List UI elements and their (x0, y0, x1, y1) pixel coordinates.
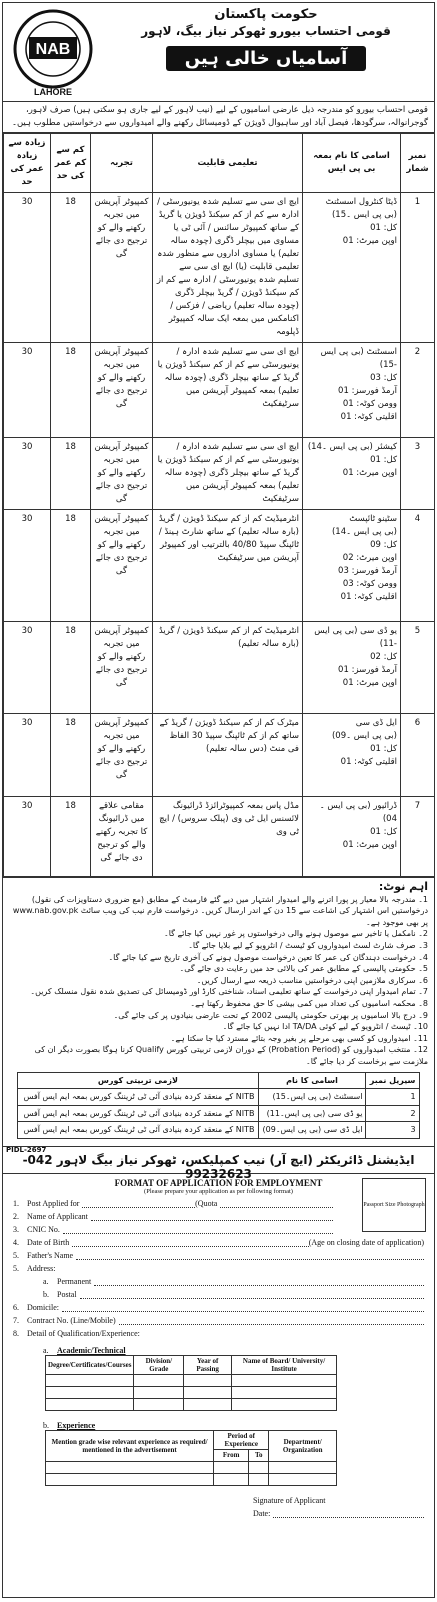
ad-header (3, 3, 434, 102)
job-post-line: کل: 09 (370, 540, 397, 550)
field-label: Detail of Qualification/Experience: (27, 1328, 140, 1338)
job-post-line: کل: 01 (370, 455, 397, 465)
form-field (13, 1299, 424, 1312)
job-post-line: کل: 03 (370, 373, 397, 383)
field-number: 1. (13, 1198, 19, 1208)
job-sr: 6 (401, 714, 435, 797)
jobs-header-row (4, 134, 435, 193)
job-post-line: اقلیتی کوٹہ: 01 (340, 412, 397, 422)
field-number: 3. (13, 1224, 19, 1234)
academic-th: Year of Passing (184, 1355, 232, 1374)
job-min-age: 18 (51, 797, 91, 877)
form-field (13, 1195, 333, 1208)
th-min-age: کم سے کم عمر کی حد (51, 134, 91, 193)
job-max-age: 30 (4, 343, 51, 438)
field-label: Name of Applicant (27, 1211, 88, 1221)
academic-row[interactable] (46, 1398, 337, 1410)
note-item: 4۔ درخواست دہندگان کی عمر کا تعین درخواست موصول ہونے کی آخری تاریخ سے کیا جائے گا۔ (108, 952, 428, 962)
field-line[interactable] (273, 1509, 424, 1518)
training-row (18, 1122, 419, 1139)
experience-th: Period of Experience (214, 1430, 269, 1449)
nab-logo (7, 7, 99, 97)
job-post (303, 193, 401, 343)
important-notes (3, 877, 434, 1146)
job-qualification: میٹرک کم از کم سیکنڈ ڈویژن / گریڈ کے ساتھ کم از کم ٹائپنگ سپیڈ 30 الفاظ فی منٹ (دس سالہ تعلیم) (153, 714, 303, 797)
job-post-line: ایل ڈی سی (355, 718, 397, 728)
field-label: Postal (57, 1289, 77, 1299)
job-post-line: آرمڈ فورسز: 01 (338, 665, 397, 675)
training-cell: NITB کے منعقد کردہ بنیادی آئی ٹی ٹریننگ کورس بمعہ ایم ایس آفس (18, 1105, 258, 1122)
form-field (13, 1260, 424, 1273)
form-title: FORMAT OF APPLICATION FOR EMPLOYMENT (114, 1177, 323, 1188)
job-post-line: سٹینو ٹائپسٹ (349, 514, 397, 524)
training-table (17, 1072, 419, 1139)
th-sr: نمبر شمار (401, 134, 435, 193)
job-advertisement (2, 2, 435, 1598)
experience-subth: From (214, 1449, 249, 1461)
job-min-age: 18 (51, 622, 91, 714)
job-row (4, 438, 435, 510)
job-sr: 2 (401, 343, 435, 438)
experience-title: Experience (57, 1420, 96, 1430)
note-item: 9۔ درج بالا اسامیوں پر بھرتی حکومتی پالیسی 2002 کے تحت عارضی بنیادوں پر کی جائے گی۔ (113, 1010, 428, 1020)
training-header-row (18, 1072, 419, 1089)
job-experience: کمپیوٹر آپریشن میں تجربہ رکھنے والے کو ترجیح دی جائے گی (91, 193, 153, 343)
job-post-line: وومن کوٹہ: 03 (342, 579, 397, 589)
training-cell: 3 (366, 1122, 419, 1139)
field-line[interactable] (119, 1316, 424, 1325)
academic-th: Degree/Certificates/Courses (46, 1355, 134, 1374)
academic-th: Division/ Grade (134, 1355, 184, 1374)
note-item: 10۔ ٹیسٹ / انٹرویو کے لیے کوئی TA/DA ادا نہیں کیا جائے گا۔ (222, 1022, 428, 1032)
field-number: 2. (13, 1211, 19, 1221)
job-min-age: 18 (51, 343, 91, 438)
job-post (303, 622, 401, 714)
header-titles (106, 7, 426, 71)
job-sr: 1 (401, 193, 435, 343)
field-number: 5. (13, 1250, 19, 1260)
job-post-line: آرمڈ فورسز: 01 (338, 386, 397, 396)
job-post-line: کل: 02 (370, 652, 397, 662)
job-min-age: 18 (51, 714, 91, 797)
field-number: b. (43, 1289, 49, 1299)
job-max-age: 30 (4, 193, 51, 343)
field-number: 4. (13, 1237, 19, 1247)
experience-table (45, 1430, 337, 1486)
job-post (303, 343, 401, 438)
field-label: Contract No. (Line/Mobile) (27, 1315, 116, 1325)
field-line[interactable] (80, 1290, 424, 1299)
job-post-line: اوپن میرٹ: 01 (342, 840, 397, 850)
job-sr: 7 (401, 797, 435, 877)
academic-section (13, 1342, 424, 1355)
job-min-age: 18 (51, 510, 91, 622)
job-post-line: کیشئر (بی پی ایس ۔14) (307, 442, 397, 452)
experience-th: Department/ Organization (269, 1430, 337, 1461)
field-label: Date of Birth (27, 1237, 70, 1247)
job-post-line: ڈیٹا کنٹرول اسسٹنٹ (325, 197, 397, 207)
job-post (303, 714, 401, 797)
field-line[interactable] (91, 1212, 333, 1221)
job-post-line: اقلیتی کوٹہ: 01 (340, 592, 397, 602)
signature-label: Signature of Applicant (253, 1495, 326, 1505)
job-row (4, 714, 435, 797)
field-extra: (Quota (195, 1198, 218, 1208)
field-line[interactable] (94, 1277, 424, 1286)
address-text: ایڈیشنل ڈائریکٹر (ایچ آر) نیب کمپلیکس، ٹھوکر نیاز بیگ لاہور 042-99232623 (22, 1152, 415, 1181)
academic-row[interactable] (46, 1374, 337, 1386)
field-label: Father's Name (27, 1250, 74, 1260)
job-min-age: 18 (51, 193, 91, 343)
field-line[interactable] (76, 1251, 424, 1260)
pidl-code: PIDL-2697 (6, 1145, 47, 1154)
job-qualification: ایچ ای سی سے تسلیم شدہ ادارہ / یونیورسٹی سے کم از کم سیکنڈ ڈویژن یا گریڈ کے ساتھ بیچلر ڈگری (چودہ سالہ تعلیم) بمعہ کمپیوٹر آپریشن میں سرٹیفکیٹ (153, 343, 303, 438)
form-field (13, 1325, 424, 1338)
training-row (18, 1089, 419, 1106)
job-post-line: (بی پی ایس ۔09) (331, 731, 397, 741)
date-label: Date: (253, 1508, 271, 1518)
note-item: 5۔ حکومتی پالیسی کے مطابق عمر کی بالائی حد میں رعایت دی جائے گی۔ (179, 964, 428, 974)
field-line[interactable] (63, 1225, 333, 1234)
academic-row[interactable] (46, 1386, 337, 1398)
job-sr: 4 (401, 510, 435, 622)
job-max-age: 30 (4, 622, 51, 714)
job-post-line: -11) (379, 639, 397, 649)
job-post-line: یو ڈی سی (بی پی ایس (314, 626, 397, 636)
section-label: b. (43, 1420, 49, 1430)
job-post-line: اسسٹنٹ (بی پی ایس (320, 347, 397, 357)
svg-text:NAB: NAB (35, 41, 71, 58)
job-row (4, 510, 435, 622)
training-cell: 1 (366, 1089, 419, 1106)
academic-th: Name of Board/ University/ Institute (232, 1355, 337, 1374)
field-line[interactable] (82, 1199, 195, 1208)
field-number: 6. (13, 1302, 19, 1312)
experience-section (13, 1417, 424, 1430)
experience-header-row (46, 1430, 337, 1449)
job-experience: مقامی علاقے میں ڈرائیونگ کا تجربہ رکھنے والے کو ترجیح دی جائے گی (91, 797, 153, 877)
job-post-line: آرمڈ فورسز: 03 (338, 566, 397, 576)
application-form (3, 1174, 434, 1522)
training-th: سیریل نمبر (366, 1072, 419, 1089)
job-post-line: کل: 01 (370, 744, 397, 754)
section-label: a. (43, 1345, 49, 1355)
academic-title: Academic/Technical (57, 1345, 126, 1355)
training-th: لازمی تربیتی کورس (18, 1072, 258, 1089)
experience-subth: To (249, 1449, 269, 1461)
job-row (4, 343, 435, 438)
job-qualification: ایچ ای سی سے تسلیم شدہ یونیورسٹی / ادارہ سے کم از کم سیکنڈ ڈویژن یا گریڈ کے ساتھ کمپیوٹر سائنس / آئی ٹی یا مساوی میں بیچلر ڈگری (چودہ سالہ تعلیم) یا مساوی اداروں سے منظور شدہ تعلیمی قابلیت (یا) ایچ ای سی سے تسلیم شدہ یونیورسٹی / ادارہ سے کم از کم سیکنڈ ڈویژن / گریڈ بیچلر ڈگری (چودہ سالہ تعلیم) ریاضی / فزکس / اکنامکس میں بمعہ ایک سالہ کمپیوٹر ڈپلومہ (153, 193, 303, 343)
job-experience: کمپیوٹر آپریشن میں تجربہ رکھنے والے کو ترجیح دی جائے گی (91, 438, 153, 510)
note-item: 8۔ محکمہ اسامیوں کی تعداد میں کمی بیشی کا حق محفوظ رکھتا ہے۔ (190, 998, 428, 1008)
job-post-line: وومن کوٹہ: 01 (342, 399, 397, 409)
form-field (13, 1312, 424, 1325)
job-post (303, 438, 401, 510)
training-row (18, 1105, 419, 1122)
job-max-age: 30 (4, 438, 51, 510)
form-field (13, 1247, 424, 1260)
note-item: 6۔ سرکاری ملازمین اپنی درخواستیں مناسب ذریعہ سے ارسال کریں۔ (196, 975, 428, 985)
job-post-line: کل: 01 (370, 827, 397, 837)
field-line[interactable] (62, 1303, 424, 1312)
form-field (13, 1234, 424, 1247)
job-experience: کمپیوٹر آپریشن میں تجربہ رکھنے والے کو ترجیح دی جائے گی (91, 510, 153, 622)
job-experience: کمپیوٹر آپریشن میں تجربہ رکھنے والے کو ترجیح دی جائے گی (91, 622, 153, 714)
field-line[interactable] (72, 1238, 308, 1247)
form-subtitle: (Please prepare your application as per following format) (144, 1187, 293, 1195)
vacancy-banner: آسامیاں خالی ہیں (166, 46, 366, 71)
field-extra: (Age on closing date of application) (308, 1237, 424, 1247)
note-item: 2۔ نامکمل یا تاخیر سے موصول ہونے والی درخواستوں پر غور نہیں کیا جائے گا۔ (164, 929, 428, 939)
training-cell: یو ڈی سی (بی پی ایس۔11) (258, 1105, 366, 1122)
job-row (4, 193, 435, 343)
job-qualification: مڈل پاس بمعہ کمپیوٹرائزڈ ڈرائیونگ لائسنس ایل ٹی وی (پبلک سروس) / ایچ ٹی وی (153, 797, 303, 877)
note-item: 3۔ صرف شارٹ لسٹ امیدواروں کو ٹیسٹ / انٹرویو کے لیے بلایا جائے گا۔ (188, 940, 428, 950)
job-qualification: انٹرمیڈیٹ کم از کم سیکنڈ ڈویژن / گریڈ (بارہ سالہ تعلیم) (153, 622, 303, 714)
job-sr: 5 (401, 622, 435, 714)
form-subfield (13, 1273, 424, 1286)
job-experience: کمپیوٹر آپریشن میں تجربہ رکھنے والے کو ترجیح دی جائے گی (91, 714, 153, 797)
field-line[interactable] (220, 1199, 333, 1208)
training-cell: 2 (366, 1105, 419, 1122)
jobs-table (3, 133, 435, 877)
svg-text:LAHORE: LAHORE (34, 87, 72, 97)
field-label: Permanent (57, 1276, 92, 1286)
field-number: 7. (13, 1315, 19, 1325)
training-cell: اسسٹنٹ (بی پی ایس۔15) (258, 1089, 366, 1106)
training-cell: ایل ڈی سی (بی پی ایس۔09) (258, 1122, 366, 1139)
job-post-line: اوپن میرٹ: 01 (342, 468, 397, 478)
academic-table (45, 1355, 337, 1411)
govt-title: حکومت پاکستان (214, 7, 318, 22)
job-experience: کمپیوٹر آپریشن میں تجربہ رکھنے والے کو ترجیح دی جائے گی (91, 343, 153, 438)
photo-box: Passport Size Photograph (362, 1178, 426, 1232)
job-post-line: اوپن میرٹ: 02 (342, 553, 397, 563)
job-post-line: ڈرائیور (بی پی ایس ۔04) (319, 801, 397, 824)
training-cell: NITB کے منعقد کردہ بنیادی آئی ٹی ٹریننگ کورس بمعہ ایم ایس آفس (18, 1089, 258, 1106)
job-post-line: اوپن میرٹ: 01 (342, 236, 397, 246)
experience-row[interactable] (46, 1473, 337, 1485)
bureau-title: قومی احتساب بیورو ٹھوکر نیاز بیگ، لاہور (141, 24, 391, 38)
job-max-age: 30 (4, 510, 51, 622)
contact-address (3, 1145, 434, 1181)
job-qualification: انٹرمیڈیٹ کم از کم سیکنڈ ڈویژن / گریڈ (بارہ سالہ تعلیم) کے ساتھ شارٹ ہینڈ / ٹائپنگ سپیڈ 40/80 بالترتیب اور کمپیوٹر آپریشن میں سرٹیفکیٹ (153, 510, 303, 622)
note-item: 12۔ منتخب امیدواروں کو (Probation Period) کے دوران لازمی تربیتی کورس Qualify کرنا ہوگا بصورت دیگر ان کی ملازمت سے برخاست کر دیا جائے گا۔ (34, 1045, 428, 1066)
job-post-line: (بی پی ایس ۔15) (331, 210, 397, 220)
field-label: Domicile: (27, 1302, 59, 1312)
th-max-age: زیادہ سے زیادہ عمر کی حد (4, 134, 51, 193)
field-number: 8. (13, 1328, 19, 1338)
job-post-line: اقلیتی کوٹہ: 01 (340, 757, 397, 767)
experience-row[interactable] (46, 1461, 337, 1473)
note-item: 1۔ مندرجہ بالا معیار پر پورا اترنے والے امیدوار اشتہار میں دیے گئے فارمیٹ کے مطابق (مع ضروری دستاویزات کی نقول) درخواستیں اس اشتہار کی اشاعت سے 15 دن کے اندر ارسال کریں۔ درخواست فارم نیب کی ویب سائٹ www.nab.gov.pk پر بھی موجود ہے۔ (12, 894, 428, 927)
field-label: CNIC No. (27, 1224, 60, 1234)
signature-row (13, 1492, 424, 1505)
intro-text: قومی احتساب بیورو کو مندرجہ ذیل عارضی اسامیوں کے لیے (نیب لاہور کے لیے جاری ہو سکتی ہیں) صرف لاہور، گوجرانوالہ، سرگودھا، فیصل آباد اور ساہیوال ڈویژن کے ڈومیسائل رکھنے والے امیدواروں سے درخواستیں مطلوب ہیں۔ (3, 102, 434, 133)
th-qualification: تعلیمی قابلیت (153, 134, 303, 193)
form-subfield (13, 1286, 424, 1299)
job-row (4, 797, 435, 877)
note-item: 11۔ امیدواروں کو کسی بھی مرحلے پر بغیر وجہ بتائے مسترد کیا جا سکتا ہے۔ (170, 1033, 428, 1043)
field-number: a. (43, 1276, 49, 1286)
job-post-line: -15) (379, 360, 397, 370)
notes-title: اہم نوٹ: (378, 880, 428, 893)
field-label: Post Applied for (27, 1198, 80, 1208)
job-post-line: اوپن میرٹ: 01 (342, 678, 397, 688)
th-post: اسامی کا نام بمعہ بی پی ایس (303, 134, 401, 193)
form-field (13, 1221, 333, 1234)
job-max-age: 30 (4, 714, 51, 797)
experience-th: Mention grade wise relevant experience as required/ mentioned in the advertisement (46, 1430, 214, 1461)
th-experience: تجربہ (91, 134, 153, 193)
job-post-line: (بی پی ایس ۔14) (331, 527, 397, 537)
job-post (303, 510, 401, 622)
training-th: اسامی کا نام (258, 1072, 366, 1089)
job-row (4, 622, 435, 714)
field-label: Address: (27, 1263, 56, 1273)
field-number: 5. (13, 1263, 19, 1273)
training-cell: NITB کے منعقد کردہ بنیادی آئی ٹی ٹریننگ کورس بمعہ ایم ایس آفس (18, 1122, 258, 1139)
academic-header-row (46, 1355, 337, 1374)
form-field (13, 1208, 333, 1221)
job-sr: 3 (401, 438, 435, 510)
job-qualification: ایچ ای سی سے تسلیم شدہ ادارہ / یونیورسٹی سے کم از کم سیکنڈ ڈویژن یا گریڈ کے ساتھ بیچلر ڈگری (چودہ سالہ تعلیم) بمعہ کمپیوٹر آپریشن میں سرٹیفکیٹ (153, 438, 303, 510)
date-row (13, 1505, 424, 1518)
job-post-line: کل: 01 (370, 223, 397, 233)
job-min-age: 18 (51, 438, 91, 510)
note-item: 7۔ تمام امیدوار اپنی درخواست کے ساتھ تعلیمی اسناد، شناختی کارڈ اور ڈومیسائل کی تصدیق شدہ نقول منسلک کریں۔ (30, 987, 428, 997)
job-post (303, 797, 401, 877)
job-max-age: 30 (4, 797, 51, 877)
